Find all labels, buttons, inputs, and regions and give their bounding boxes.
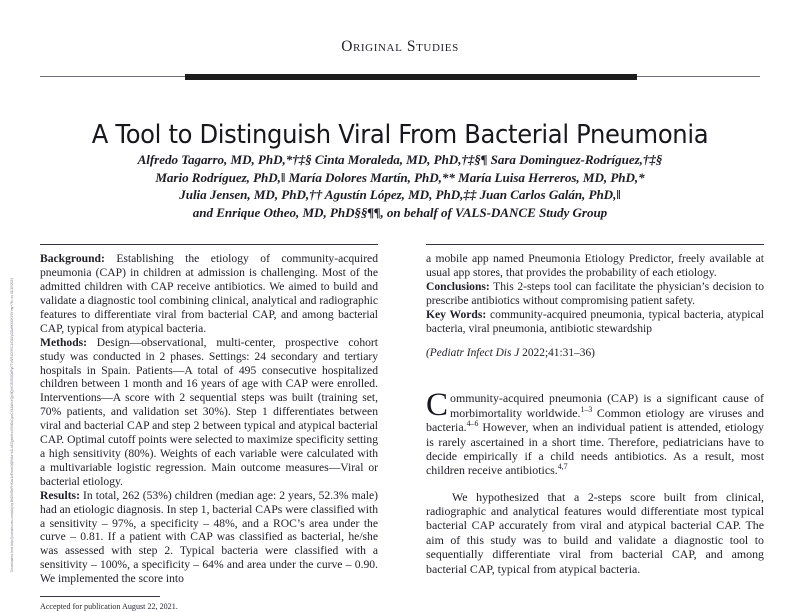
body-columns bbox=[40, 244, 764, 612]
abstract-results-text: In total, 262 (53%) children (median age: 2 years, 52.3% male) had an etiologic diagnosis. In step 1, bacterial CAPs were classified with a sensitivity – 97%, a specificity – 48%, and a ROC’s area under the curve – 0.81. If a patient with CAP was classified as bacterial, he/she was assessed with step 2. Typical bacteria were classified with a sensitivity – 100%, a specificity – 64% and area under the curve – 0.90. We implemented the score into bbox=[40, 488, 378, 586]
abstract-keywords bbox=[426, 308, 764, 336]
running-head bbox=[0, 38, 800, 56]
accepted-for-publication-note: Accepted for publication August 22, 2021. bbox=[40, 602, 178, 612]
download-watermark-text: Downloaded from http://journals.lww.com/pidj by BhDMf5ePHKav1zEoum1tQfN4a+kJLhEZgbsIHo4XMi0hCywCX1AWnYQp/IlQrHD3i3D0OdRyi7TvSFl4Cf3VC4/OAVpDDa8KKGKV0Ymy+78= on 01/15/2024 bbox=[9, 277, 14, 573]
journal-citation-journal: (Pediatr Infect Dis J bbox=[426, 346, 520, 359]
column-left bbox=[40, 244, 378, 612]
journal-citation-volume-pages: 2022;41:31–36) bbox=[519, 346, 595, 359]
abstract-methods bbox=[40, 336, 378, 489]
author-line: and Enrique Otheo, MD, PhD§§¶¶, on behalf of VALS-DANCE Study Group bbox=[192, 204, 608, 220]
introduction-paragraph-2: We hypothesized that a 2-steps score built from clinical, radiographic and analytical features would differentiate most typical bacterial CAP accurately from viral and atypical bacterial CAP. The aim of this study was to build and validate a diagnostic tool to sequentially differentiate viral from bacterial CAP, and among bacterial CAP, typical from atypical bacteria. bbox=[426, 489, 764, 576]
author-list bbox=[46, 151, 754, 221]
article-title: A Tool to Distinguish Viral From Bacterial Pneumonia bbox=[91, 120, 709, 151]
abstract-conclusions bbox=[426, 280, 764, 308]
abstract-keywords-label: Key Words: bbox=[426, 307, 487, 321]
column-right bbox=[426, 244, 764, 600]
abstract-conclusions-label: Conclusions: bbox=[426, 280, 490, 294]
abstract-keywords-text: community-acquired pneumonia, typical bacteria, atypical bacteria, viral pneumonia, antibiotic stewardship bbox=[426, 307, 764, 335]
author-line: Mario Rodríguez, PhD,‖ María Dolores Martín, PhD,** María Luisa Herreros, MD, PhD,* bbox=[155, 169, 645, 185]
abstract-methods-text: Design—observational, multi-center, prospective cohort study was conducted in 2 phases. Settings: 24 secondary and tertiary hospitals in Spain. Patients—A total of 495 consecutive hospitalized children between 1 month and 16 years of age with CAP were enrolled. Interventions—A score with 2 sequential steps was built (training set, 70% patients, and validation set 30%). Step 1 differentiates between viral and bacterial CAP and step 2 between typical and atypical bacterial CAP. Optimal cutoff points were selected to maximize specificity setting a high sensitivity (80%). Weights of each variable were calculated with a multivariable logistic regression. Main outcome measures—Viral or bacterial etiology. bbox=[40, 335, 378, 488]
running-head-title: Original Studies bbox=[341, 38, 459, 55]
intro-text-c: However, when an individual patient is attended, etiology is rarely ascertained in a short time. Therefore, pediatricians have to decide empirically if a child needs antibiotics. As a result, most children receive antibiotics. bbox=[426, 420, 764, 478]
citation-ref-1: 1–3 bbox=[580, 404, 593, 414]
introduction-paragraph-1 bbox=[426, 387, 764, 478]
abstract-results bbox=[40, 489, 378, 586]
author-line: Alfredo Tagarro, MD, PhD,*†‡§ Cinta Moraleda, MD, PhD,†‡§¶ Sara Dominguez-Rodríguez,†‡§ bbox=[137, 152, 663, 167]
drop-cap: C bbox=[426, 387, 449, 424]
abstract-results-label: Results: bbox=[40, 488, 80, 502]
abstract-conclusions-text: This 2-steps tool can facilitate the physician’s decision to prescribe antibiotics without compromising patient safety. bbox=[426, 280, 764, 308]
abstract-background-label: Background: bbox=[40, 252, 105, 266]
journal-citation bbox=[426, 347, 764, 361]
header-rule-thick bbox=[185, 74, 637, 80]
abstract-methods-label: Methods: bbox=[40, 335, 88, 349]
abstract-background bbox=[40, 252, 378, 335]
column-top-rule bbox=[426, 244, 764, 245]
citation-ref-2: 4–6 bbox=[466, 419, 479, 429]
abstract-results-continued: a mobile app named Pneumonia Etiology Predictor, freely available at usual app stores, that provides the probability of each etiology. bbox=[426, 252, 764, 280]
citation-ref-3: 4,7 bbox=[557, 462, 568, 472]
download-watermark bbox=[2, 275, 22, 575]
abstract-background-text: Establishing the etiology of community-acquired pneumonia (CAP) in children at admission is challenging. Most of the admitted children with CAP receive antibiotics. We aimed to build and validate a diagnostic tool combining clinical, analytical and radiographic features to differentiate viral from bacterial CAP, and among bacterial CAP, typical from atypical bacteria. bbox=[40, 252, 378, 335]
footnote-separator-rule bbox=[40, 596, 160, 597]
author-line: Julia Jensen, MD, PhD,†† Agustín López, MD, PhD,‡‡ Juan Carlos Galán, PhD,‖ bbox=[179, 187, 621, 203]
intro-text-a: ommunity-acquired pneumonia (CAP) is a significant cause of morbimortality worldwide. bbox=[450, 391, 764, 420]
intro-text-b: Common etiology are viruses and bacteria. bbox=[426, 405, 764, 435]
header-rule bbox=[40, 74, 760, 80]
column-top-rule bbox=[40, 244, 378, 245]
